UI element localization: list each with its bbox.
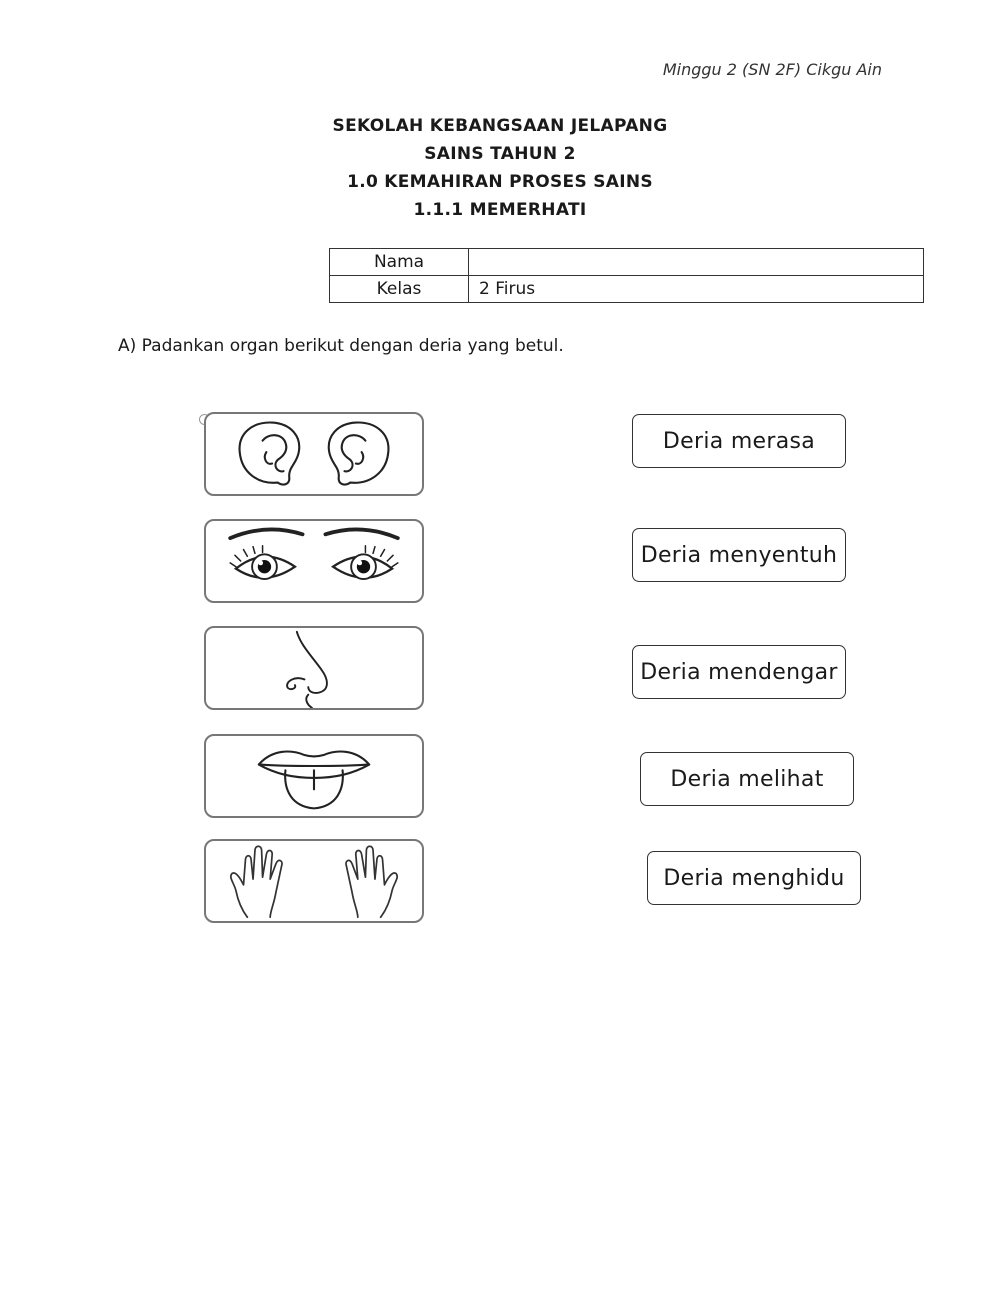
- ears-icon: [206, 414, 422, 494]
- class-label: Kelas: [330, 276, 469, 303]
- subtopic-title: 1.1.1 MEMERHATI: [413, 200, 587, 220]
- nose-icon: [206, 628, 422, 708]
- class-row: [330, 276, 924, 303]
- title-block: [300, 114, 700, 226]
- class-value[interactable]: 2 Firus: [469, 276, 924, 303]
- sense-card-taste[interactable]: Deria merasa: [632, 414, 846, 468]
- sense-card-sight[interactable]: Deria melihat: [640, 752, 854, 806]
- sense-card-hearing[interactable]: Deria mendengar: [632, 645, 846, 699]
- sense-card-smell[interactable]: Deria menghidu: [647, 851, 861, 905]
- organ-card-nose[interactable]: [204, 626, 424, 710]
- topic-title: 1.0 KEMAHIRAN PROSES SAINS: [347, 172, 653, 192]
- organ-card-hands[interactable]: [204, 839, 424, 923]
- name-row: [330, 249, 924, 276]
- tongue-icon: [206, 736, 422, 816]
- student-info-table: [329, 248, 924, 303]
- organ-card-ears[interactable]: [204, 412, 424, 496]
- eyes-icon: [206, 521, 422, 601]
- week-note: Minggu 2 (SN 2F) Cikgu Ain: [662, 60, 882, 79]
- school-name: SEKOLAH KEBANGSAAN JELAPANG: [332, 116, 668, 136]
- name-value[interactable]: [469, 249, 924, 276]
- sense-card-touch[interactable]: Deria menyentuh: [632, 528, 846, 582]
- hands-icon: [206, 841, 422, 921]
- name-label: Nama: [330, 249, 469, 276]
- organ-card-eyes[interactable]: [204, 519, 424, 603]
- organ-card-tongue[interactable]: [204, 734, 424, 818]
- instruction-text: A) Padankan organ berikut dengan deria yang betul.: [118, 336, 564, 356]
- subject-title: SAINS TAHUN 2: [424, 144, 576, 164]
